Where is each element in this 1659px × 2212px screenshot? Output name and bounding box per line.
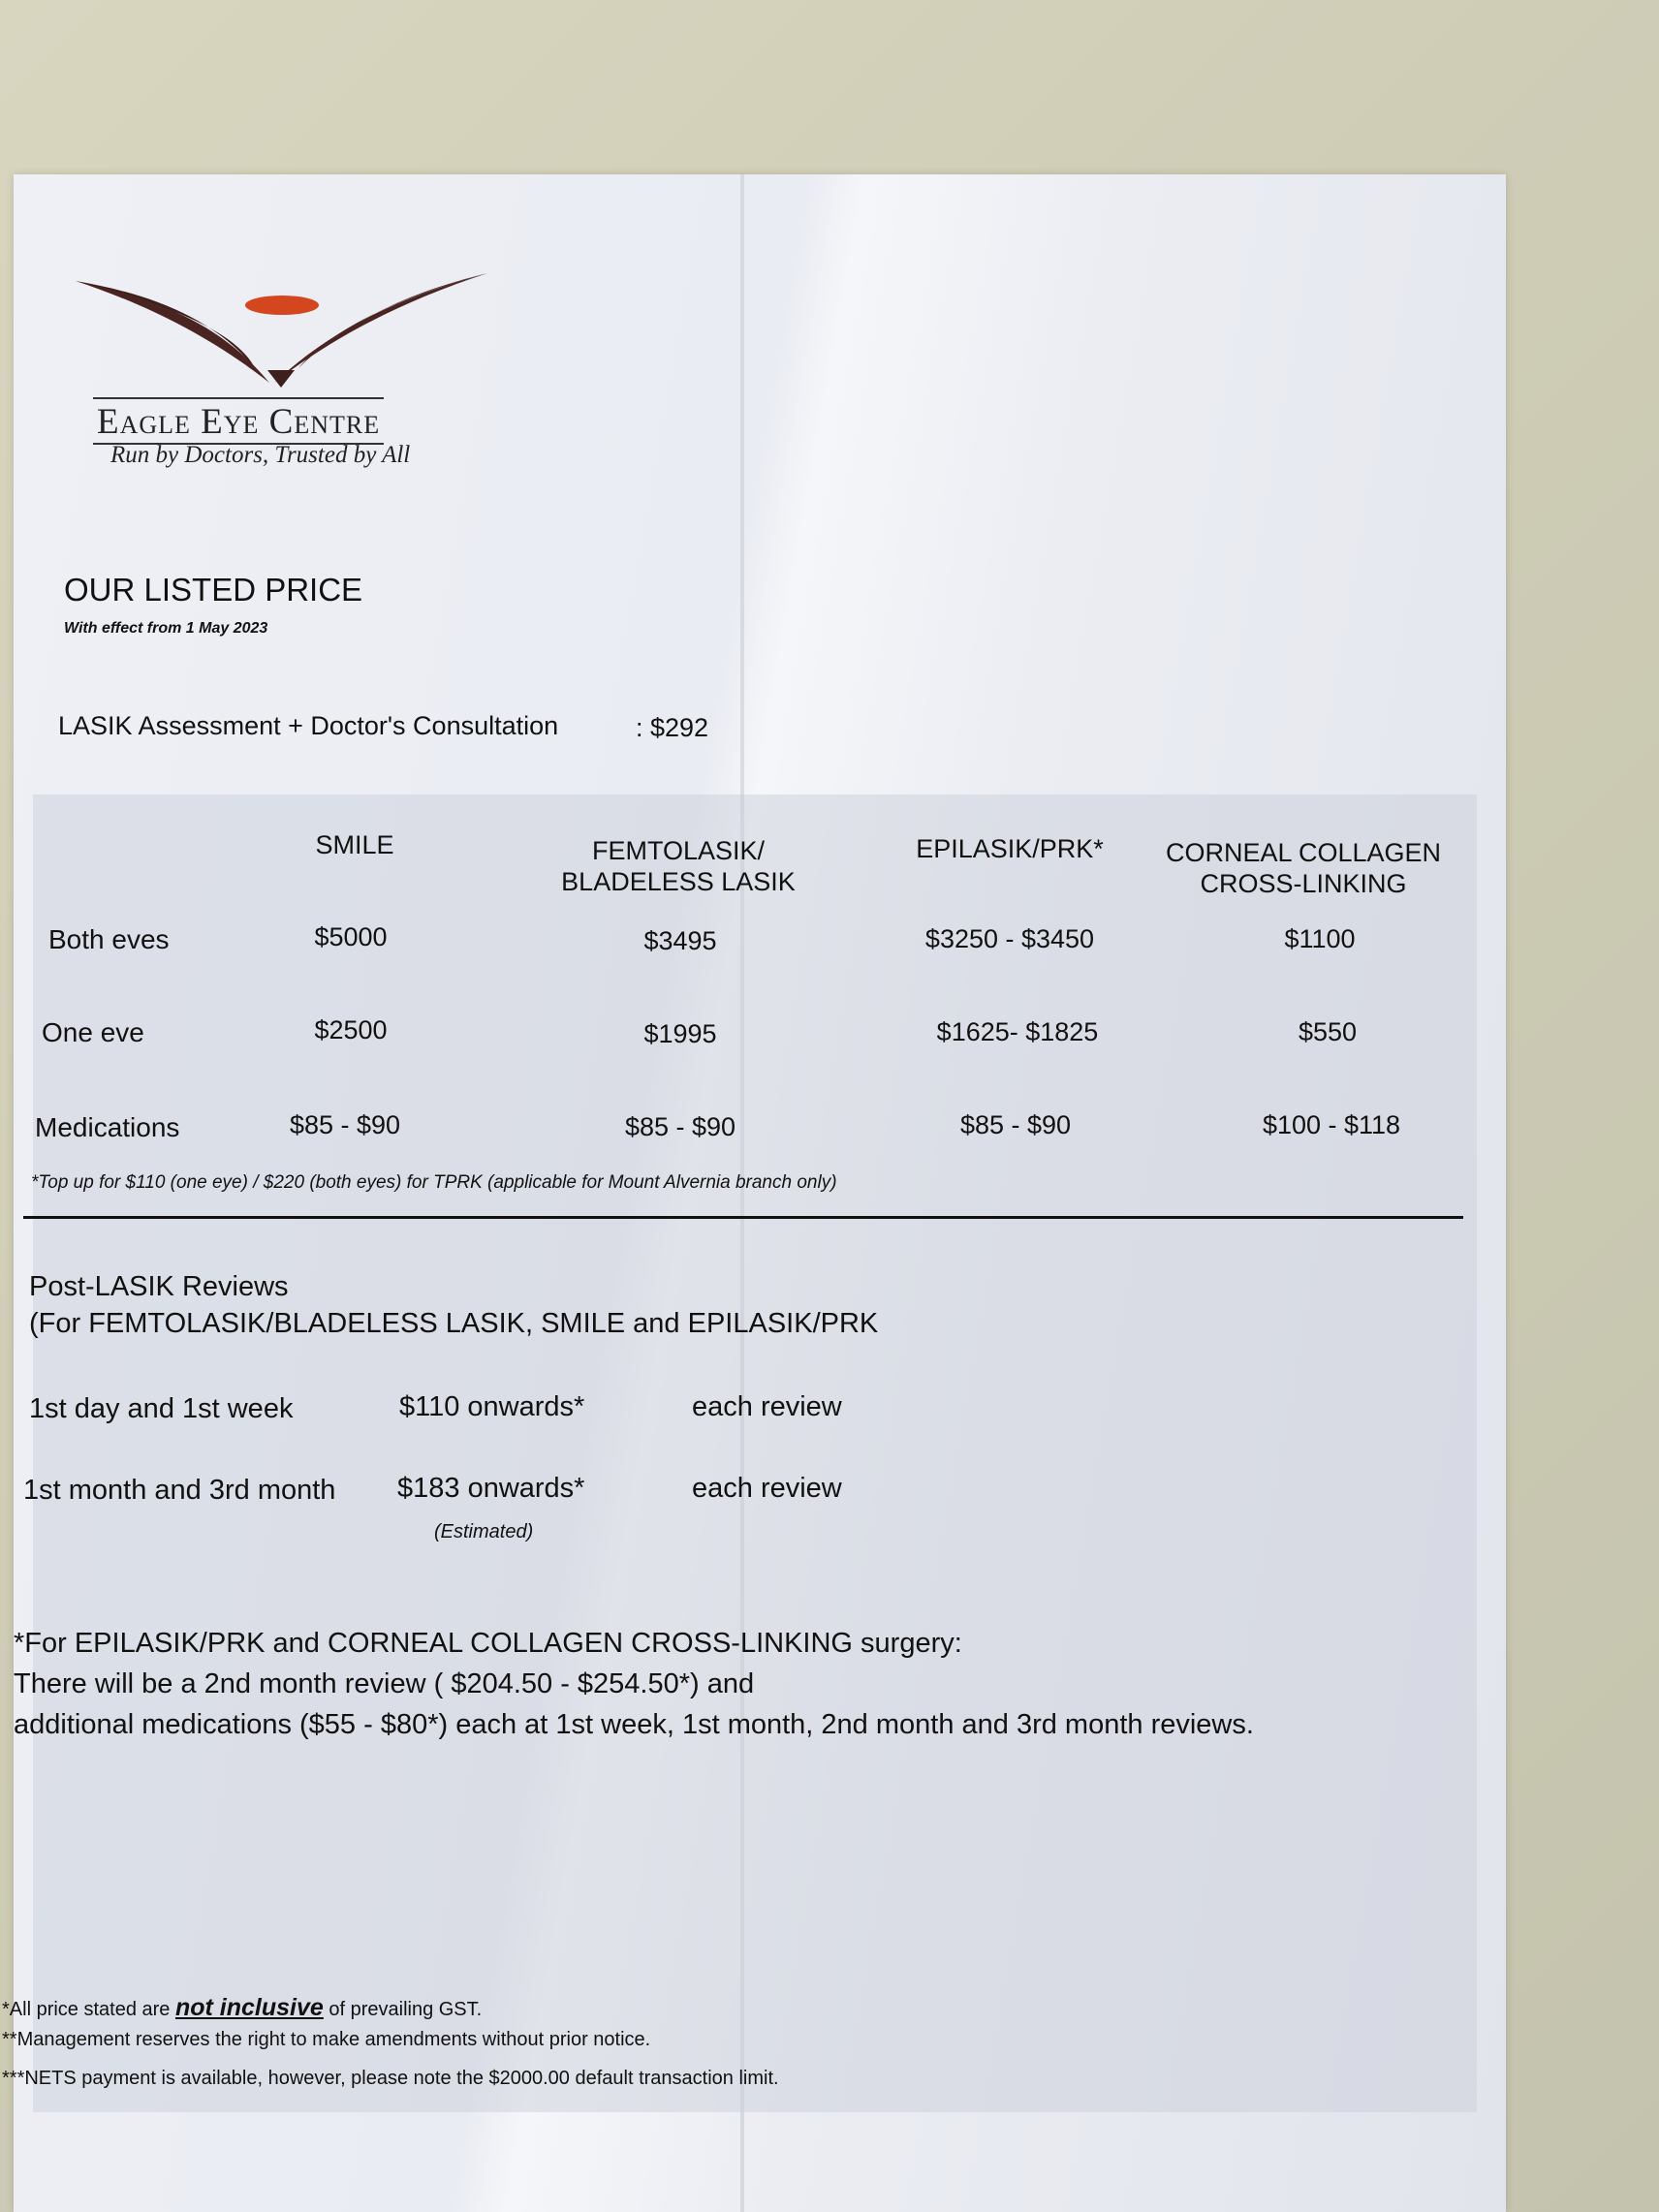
- assessment-label: LASIK Assessment + Doctor's Consultation: [58, 711, 559, 740]
- table-cell: $1100: [1284, 924, 1356, 953]
- table-cell: $85 - $90: [959, 1110, 1072, 1139]
- row-label-medications: Medications: [35, 1112, 180, 1142]
- review-period: 1st day and 1st week: [29, 1393, 294, 1424]
- page-title: OUR LISTED PRICE: [64, 572, 363, 608]
- review-period: 1st month and 3rd month: [23, 1475, 336, 1506]
- table-cell: $2500: [314, 1015, 388, 1044]
- table-cell: $3250 - $3450: [924, 924, 1095, 953]
- assessment-price: : $292: [636, 713, 709, 742]
- surgery-note-line3: additional medications ($55 - $80*) each at 1st week, 1st month, 2nd month and 3rd month reviews.: [14, 1709, 1254, 1740]
- column-header-smile: SMILE: [315, 830, 394, 859]
- table-cell: $3495: [643, 926, 717, 955]
- table-cell: $85 - $90: [624, 1112, 736, 1141]
- column-header-femtolasik: FEMTOLASIK/ BLADELESS LASIK: [561, 836, 796, 896]
- review-price: $110 onwards*: [399, 1391, 585, 1422]
- row-label-both-eyes: Both eves: [48, 924, 170, 954]
- eagle-logo-icon: [76, 271, 492, 397]
- surgery-note-line2: There will be a 2nd month review ( $204.50 - $254.50*) and: [14, 1668, 755, 1699]
- reviews-subtitle: (For FEMTOLASIK/BLADELESS LASIK, SMILE and EPILASIK/PRK: [29, 1308, 879, 1339]
- column-header-corneal: CORNEAL COLLAGEN CROSS-LINKING: [1165, 838, 1442, 898]
- review-unit: each review: [692, 1391, 842, 1422]
- row-label-one-eye: One eve: [42, 1017, 144, 1047]
- management-disclaimer: **Management reserves the right to make amendments without prior notice.: [2, 2029, 651, 2050]
- table-cell: $550: [1298, 1017, 1358, 1046]
- paper-shadow: [33, 794, 1477, 2112]
- effective-date: With effect from 1 May 2023: [64, 620, 268, 637]
- table-cell: $5000: [314, 922, 388, 951]
- divider: [23, 1216, 1463, 1219]
- review-price: $183 onwards*: [397, 1473, 585, 1504]
- brand-tagline: Run by Doctors, Trusted by All: [110, 442, 411, 468]
- table-footnote: *Top up for $110 (one eye) / $220 (both eyes) for TPRK (applicable for Mount Alvernia branch only): [31, 1172, 837, 1193]
- brand-name: Eagle Eye Centre: [93, 397, 384, 445]
- estimated-note: (Estimated): [434, 1521, 534, 1542]
- gst-disclaimer: *All price stated are not inclusive of prevailing GST.: [2, 1994, 483, 2021]
- table-cell: $1625- $1825: [936, 1017, 1099, 1046]
- table-cell: $1995: [643, 1019, 717, 1048]
- table-cell: $100 - $118: [1262, 1110, 1401, 1139]
- column-header-epilasik: EPILASIK/PRK*: [916, 834, 1104, 863]
- review-unit: each review: [692, 1473, 842, 1504]
- surgery-note-line1: *For EPILASIK/PRK and CORNEAL COLLAGEN CROSS-LINKING surgery:: [14, 1628, 962, 1659]
- reviews-title: Post-LASIK Reviews: [29, 1271, 289, 1302]
- nets-disclaimer: ***NETS payment is available, however, please note the $2000.00 default transaction limit.: [2, 2068, 779, 2089]
- not-inclusive-emphasis: not inclusive: [174, 1994, 324, 2021]
- table-cell: $85 - $90: [289, 1110, 401, 1139]
